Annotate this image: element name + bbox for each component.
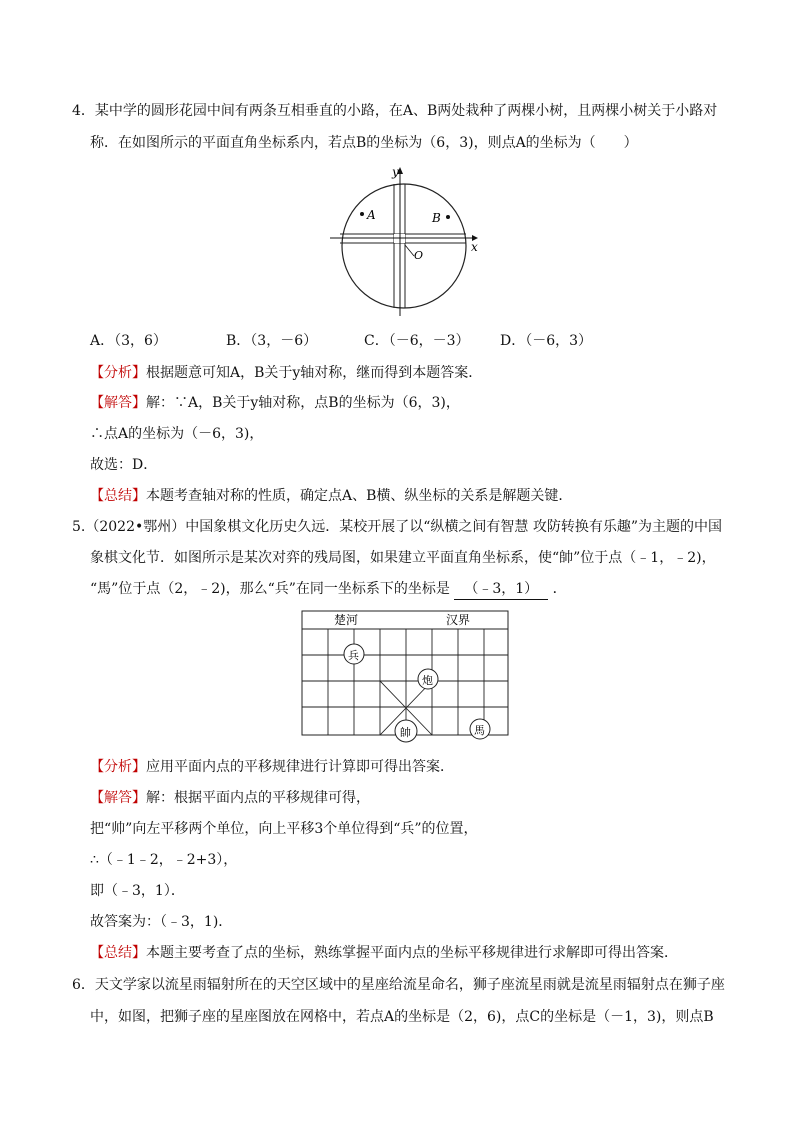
q4-summary (90, 486, 572, 506)
analysis-text: 根据题意可知A，B关于y轴对称，继而得到本题答案． (146, 365, 483, 381)
q4-line-2: 称．在如图所示的平面直角坐标系内，若点B的坐标为（6，3)，则点A的坐标为（ ） (90, 135, 638, 151)
solution-text: 解：根据平面内点的平移规律可得， (146, 790, 370, 806)
q4-option-b: B．（3，－6） (226, 333, 318, 349)
fig-label-x: x (471, 240, 478, 254)
q4-option-c: C．（－6，－3） (364, 333, 470, 349)
q4-option-a: A．（3，6） (90, 333, 167, 349)
piece-ma: 馬 (474, 724, 485, 737)
solution-text: 解：∵A，B关于y轴对称，点B的坐标为（6，3)， (146, 395, 460, 411)
q4-garden-figure (326, 162, 486, 322)
summary-tag: 【总结】 (90, 488, 146, 504)
q4-analysis (90, 363, 482, 383)
piece-shuai: 帥 (400, 726, 411, 739)
q5-solution (90, 788, 370, 808)
board-label-hanjie: 汉界 (446, 613, 471, 627)
q5-line-1: 5.（2022•鄂州）中国象棋文化历史久远．某校开展了以“纵横之间有智慧 攻防转换有乐趣”为主题的中国 (72, 519, 723, 535)
q5-line-2: 象棋文化节．如图所示是某次对弈的残局图，如果建立平面直角坐标系，使“帥”位于点（﹣1，﹣2)， (90, 550, 716, 566)
q4-solution (90, 393, 460, 413)
summary-text: 本题主要考查了点的坐标，熟练掌握平面内点的坐标平移规律进行求解即可得出答案． (146, 945, 678, 961)
q5-answer-blank: （﹣3，1） (454, 579, 548, 600)
fig-label-o: O (414, 249, 424, 262)
q5-line-3-text: “馬”位于点（2，﹣2)，那么“兵”在同一坐标系下的坐标是 (90, 581, 450, 597)
board-label-chuhe: 楚河 (334, 613, 359, 627)
q5-step-2: ∴（﹣1﹣2，﹣2+3）， (90, 852, 238, 868)
q5-line-3 (90, 579, 567, 600)
fig-label-b: B (432, 211, 441, 225)
analysis-tag: 【分析】 (90, 759, 146, 775)
q5-line-3-end: ． (552, 581, 567, 597)
summary-tag: 【总结】 (90, 945, 146, 961)
solution-tag: 【解答】 (90, 395, 146, 411)
q5-step-3: 即（﹣3，1）． (90, 883, 185, 899)
q5-chess-board (300, 609, 512, 745)
q4-step-1: ∴点A的坐标为（－6，3)， (90, 426, 264, 442)
fig-label-y: y (392, 165, 399, 179)
piece-bing: 兵 (348, 649, 359, 662)
q5-summary (90, 943, 678, 963)
q5-step-1: 把“帅”向左平移两个单位，向上平移3个单位得到“兵”的位置， (90, 821, 478, 837)
q4-option-d: D．（－6，3） (500, 333, 593, 349)
solution-tag: 【解答】 (90, 790, 146, 806)
piece-pao: 炮 (422, 674, 433, 687)
q6-line-1: 6．天文学家以流星雨辐射所在的天空区域中的星座给流星命名，狮子座流星雨就是流星雨辐射点在狮子座 (72, 977, 725, 993)
q5-analysis (90, 757, 454, 777)
q4-line-1: 4．某中学的圆形花园中间有两条互相垂直的小路，在A、B两处栽种了两棵小树，且两棵小树关于小路对 (72, 103, 718, 119)
summary-text: 本题考查轴对称的性质，确定点A、B横、纵坐标的关系是解题关键． (146, 488, 573, 504)
q4-step-2: 故选：D． (90, 457, 158, 473)
analysis-text: 应用平面内点的平移规律进行计算即可得出答案． (146, 759, 454, 775)
q5-step-4: 故答案为：（﹣3，1)． (90, 914, 233, 930)
fig-label-a: A (367, 208, 376, 222)
analysis-tag: 【分析】 (90, 365, 146, 381)
q6-line-2: 中，如图，把狮子座的星座图放在网格中，若点A的坐标是（2，6)，点C的坐标是（－1，3)，则点B (90, 1009, 714, 1025)
